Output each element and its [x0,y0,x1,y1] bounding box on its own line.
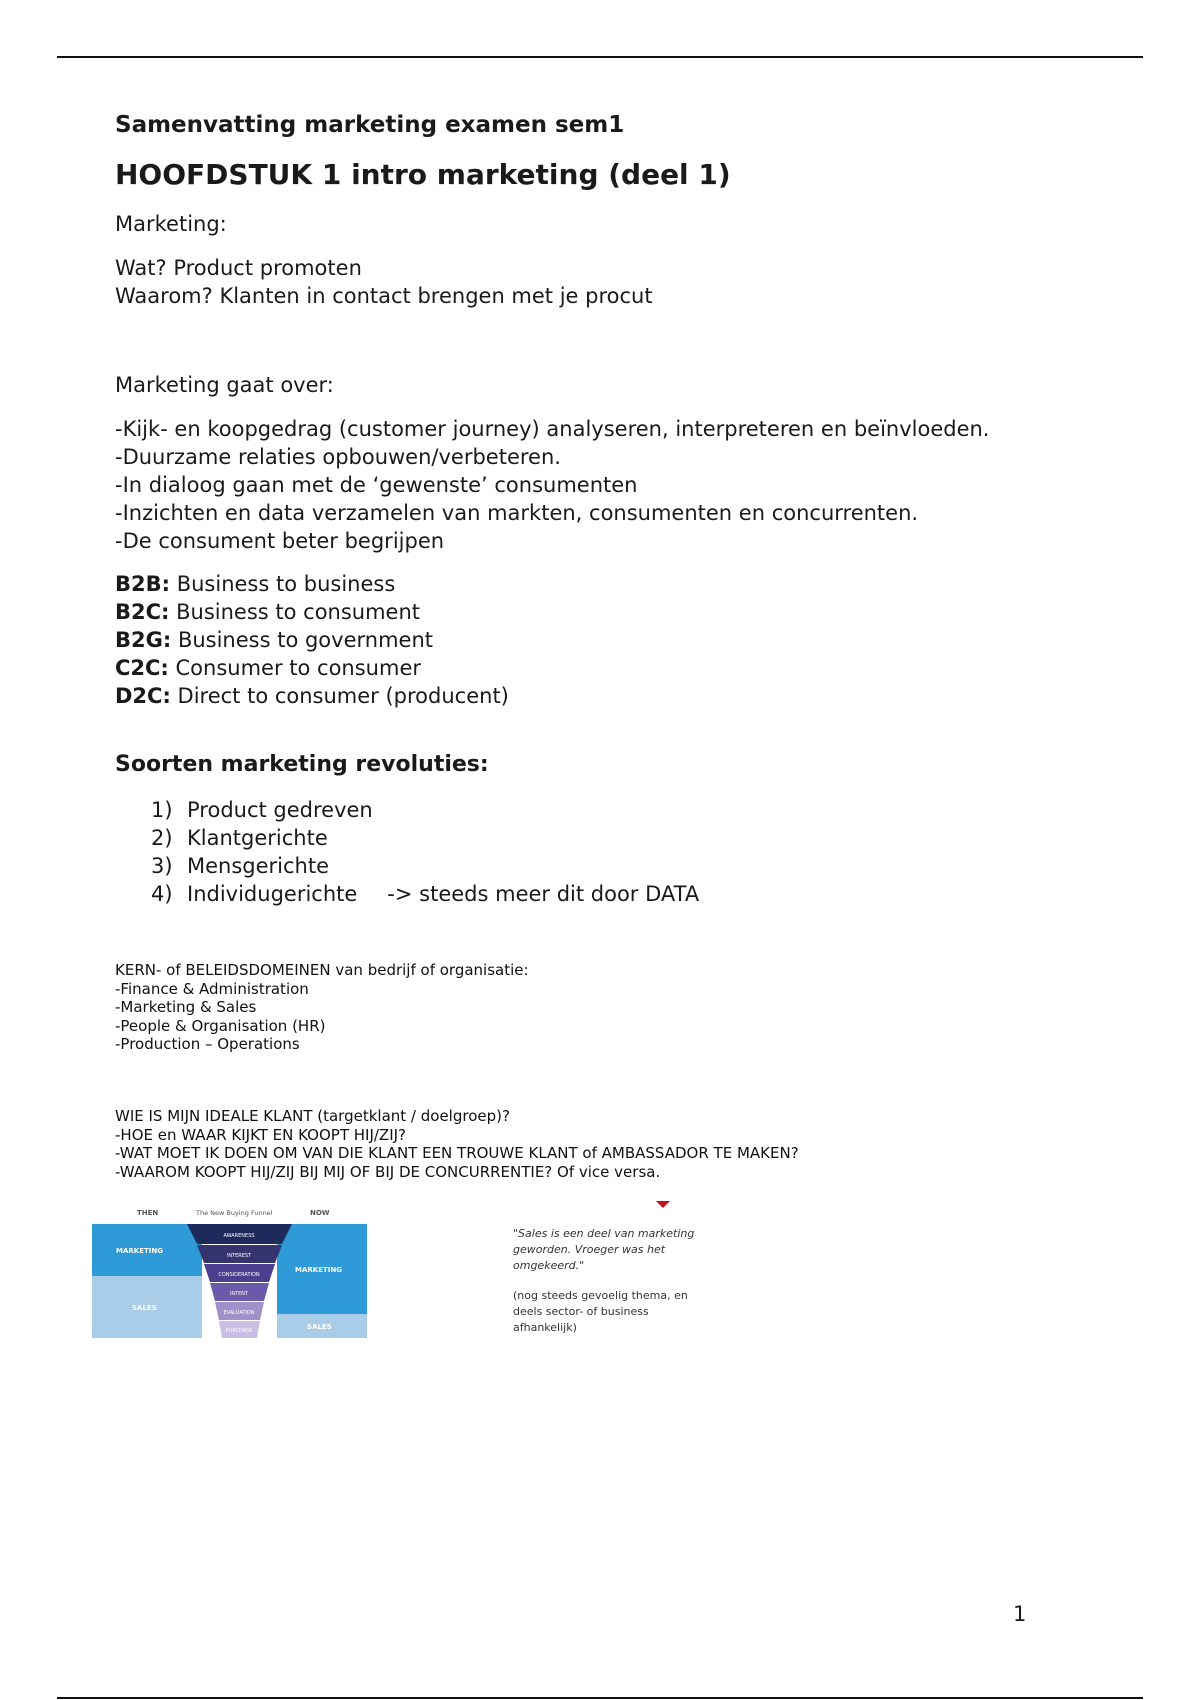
gaat-over-list [115,415,989,555]
item-label: Mensgerichte [187,854,330,878]
list-item: -De consument beter begrijpen [115,529,445,553]
model-desc: Direct to consumer (producent) [170,684,509,708]
list-item [115,570,509,598]
page-number: 1 [1013,1602,1027,1626]
chapter-heading: HOOFDSTUK 1 intro marketing (deel 1) [115,158,731,191]
figure-quote: "Sales is een deel van marketing geworden. Vroeger was het omgekeerd." [513,1227,695,1272]
item-note: -> steeds meer dit door DATA [387,882,700,906]
list-item: -Duurzame relaties opbouwen/verbeteren. [115,445,561,469]
item-number: 3) [151,854,173,878]
list-item [151,796,699,824]
stage-label: AWARENESS [223,1233,255,1239]
item-number: 1) [151,798,173,822]
list-item: -WAT MOET IK DOEN OM VAN DIE KLANT EEN TROUWE KLANT of AMBASSADOR TE MAKEN? [115,1144,799,1162]
item-label: Individugerichte [187,882,358,906]
stage-label: CONSIDERATION [218,1272,260,1278]
why-line: Waarom? Klanten in contact brengen met je procut [115,284,653,308]
model-code: B2C: [115,600,170,624]
list-item: -Production – Operations [115,1035,300,1053]
model-code: C2C: [115,656,169,680]
revolutions-list [151,796,699,908]
wie-heading: WIE IS MIJN IDEALE KLANT (targetklant / doelgroep)? [115,1107,510,1125]
stage-label: EVALUATION [223,1310,255,1316]
list-item [151,880,699,908]
gaat-over-label: Marketing gaat over: [115,373,334,397]
list-item: -Finance & Administration [115,979,309,998]
right-marketing-label: MARKETING [295,1266,342,1274]
left-marketing-label: MARKETING [116,1247,163,1255]
model-desc: Business to consument [169,600,421,624]
kern-domains-block [115,961,529,1054]
list-item: -HOE en WAAR KIJKT EN KOOPT HIJ/ZIJ? [115,1125,407,1144]
model-code: D2C: [115,684,171,708]
list-item: -Kijk- en koopgedrag (customer journey) analyseren, interpreteren en beïnvloeden. [115,417,990,441]
item-number: 4) [151,882,173,906]
list-item [151,852,699,880]
list-item: -Marketing & Sales [115,998,257,1016]
list-item: -People & Organisation (HR) [115,1016,326,1035]
list-item [115,682,509,710]
marketing-label: Marketing: [115,212,227,236]
left-sales-label: SALES [132,1304,157,1312]
figure-note: (nog steeds gevoelig thema, en deels sector- of business afhankelijk) [513,1289,688,1334]
item-label: Klantgerichte [187,826,328,850]
model-code: B2G: [115,628,172,652]
bottom-rule [57,1697,1143,1699]
what-why-paragraph [115,254,653,310]
revolutions-heading: Soorten marketing revoluties: [115,752,489,777]
model-desc: Business to business [170,572,396,596]
business-models-list [115,570,509,710]
list-item: -WAAROM KOOPT HIJ/ZIJ BIJ MIJ OF BIJ DE CONCURRENTIE? Of vice versa. [115,1162,661,1181]
model-code: B2B: [115,572,171,596]
list-item [115,654,509,682]
now-label: NOW [310,1209,330,1217]
right-sales-label: SALES [307,1323,332,1331]
top-rule [57,56,1143,58]
stage-label: INTEREST [226,1253,252,1259]
item-number: 2) [151,826,173,850]
stage-label: INTENT [229,1291,249,1297]
stage-label: PURCHASE [225,1328,253,1334]
list-item: -In dialoog gaan met de ‘gewenste’ consumenten [115,473,638,497]
document-title: Samenvatting marketing examen sem1 [115,112,625,138]
list-item [115,598,509,626]
item-label: Product gedreven [187,798,373,822]
then-label: THEN [137,1209,159,1217]
list-item: -Inzichten en data verzamelen van markten, consumenten en concurrenten. [115,501,919,525]
model-desc: Business to government [171,628,433,652]
kern-heading: KERN- of BELEIDSDOMEINEN van bedrijf of organisatie: [115,961,529,979]
what-line: Wat? Product promoten [115,256,362,280]
model-desc: Consumer to consumer [168,656,421,680]
red-marker-icon [656,1201,670,1208]
funnel-title: The New Buying Funnel [196,1209,273,1217]
ideal-customer-block [115,1107,799,1181]
list-item [151,824,699,852]
list-item [115,626,509,654]
